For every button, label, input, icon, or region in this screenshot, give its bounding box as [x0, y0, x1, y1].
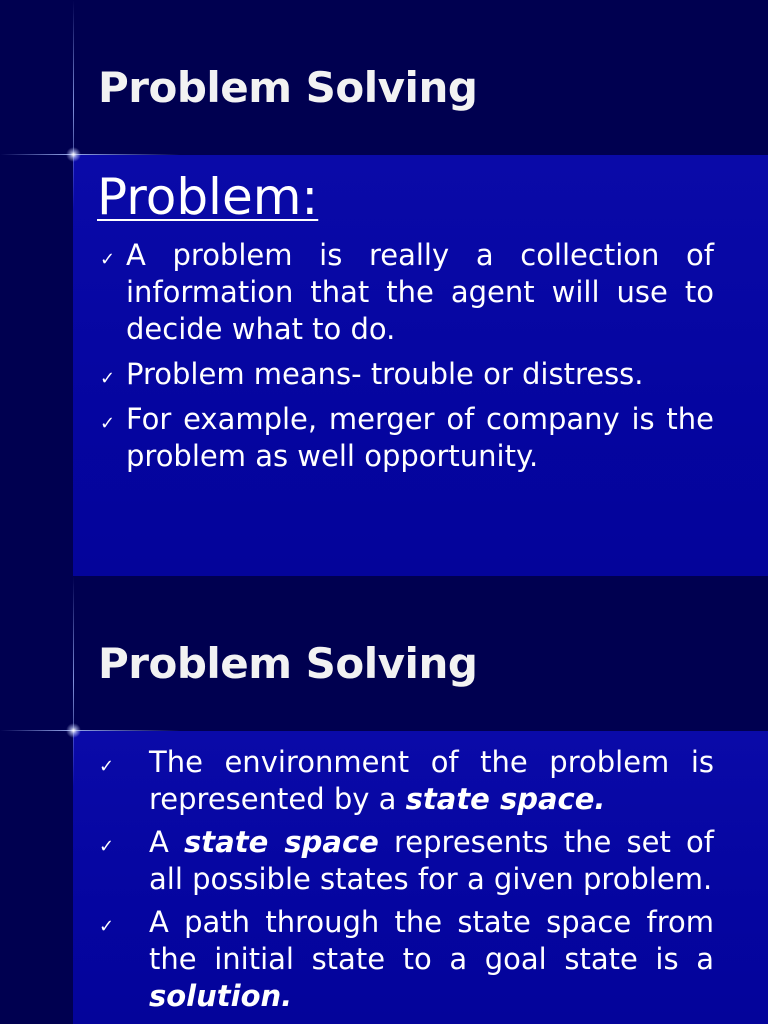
sparkle-icon	[66, 723, 81, 738]
list-item: ✓ A path through the state space from the initial state to a goal state is a solution.	[99, 905, 714, 1013]
side-panel	[0, 731, 73, 1024]
checkmark-icon: ✓	[100, 413, 116, 434]
slide-title: Problem Solving	[98, 639, 478, 688]
keyword: state space.	[405, 782, 606, 816]
decorative-horizontal-line	[0, 154, 180, 155]
bullet-list	[99, 744, 714, 1021]
checkmark-icon: ✓	[99, 756, 115, 777]
decorative-vertical-line	[73, 576, 74, 786]
decorative-vertical-line	[73, 0, 74, 210]
list-item: ✓ For example, merger of company is the problem as well opportunity.	[100, 402, 714, 473]
slide-title: Problem Solving	[98, 63, 478, 112]
sparkle-icon	[66, 147, 81, 162]
list-item: ✓ The environment of the problem is represented by a state space.	[99, 745, 714, 816]
checkmark-icon: ✓	[100, 249, 116, 270]
bullet-list	[100, 237, 714, 483]
keyword: state space	[184, 825, 379, 859]
decorative-horizontal-line	[0, 730, 180, 731]
checkmark-icon: ✓	[99, 836, 115, 857]
checkmark-icon: ✓	[99, 916, 115, 937]
list-item: ✓ A state space represents the set of all possible states for a given problem.	[99, 825, 714, 896]
keyword: solution.	[149, 979, 293, 1013]
side-panel	[0, 155, 73, 576]
slide-subheading: Problem:	[97, 168, 319, 226]
list-item: ✓ Problem means- trouble or distress.	[126, 356, 714, 393]
checkmark-icon: ✓	[100, 368, 116, 389]
list-item: ✓ A problem is really a collection of information that the agent will use to decide what to do.	[100, 238, 714, 346]
